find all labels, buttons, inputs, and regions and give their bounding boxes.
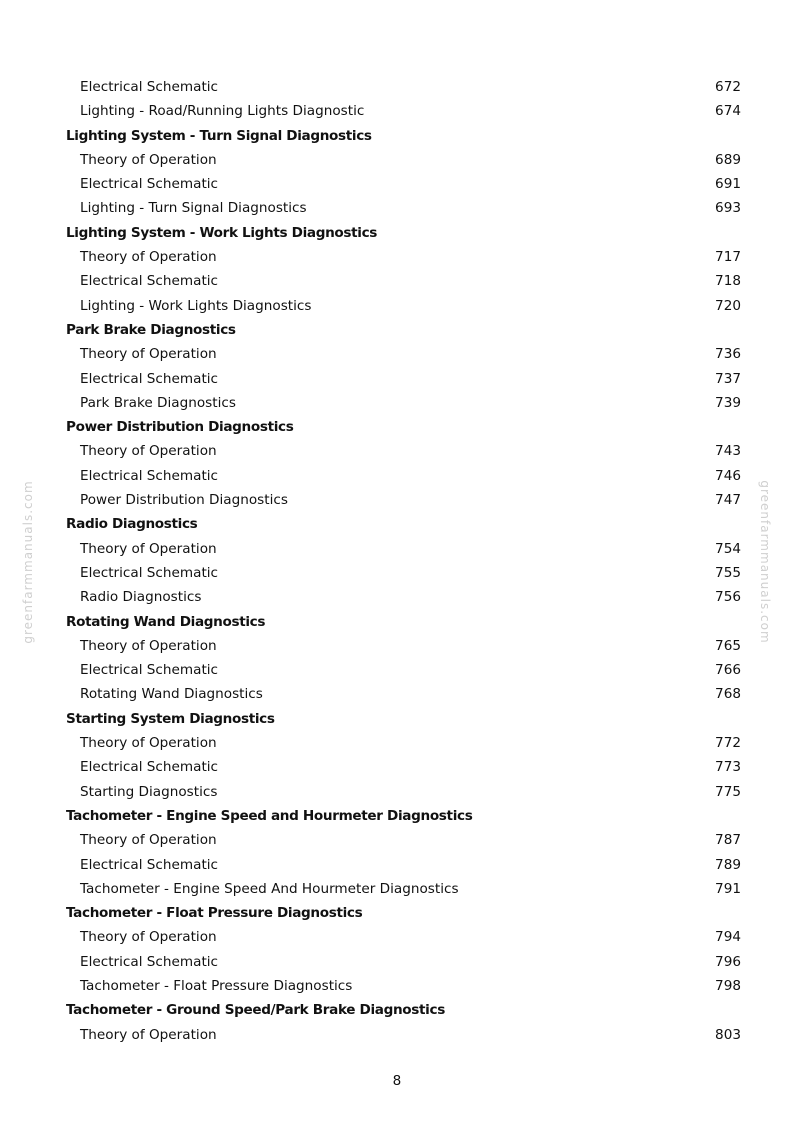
toc-entry[interactable] (0, 342, 794, 366)
toc-entry-title: Electrical Schematic (80, 564, 219, 581)
toc-entry-title: Electrical Schematic (80, 79, 219, 95)
toc-section-title: Park Brake Diagnostics (66, 321, 236, 338)
toc-entry-title: Theory of Operation (80, 540, 217, 557)
toc-page-number: 672 (715, 79, 741, 95)
toc-entry-title: Theory of Operation (80, 637, 217, 654)
toc-entry[interactable] (0, 367, 794, 391)
toc-entry[interactable] (0, 269, 794, 293)
toc-entry-title: Radio Diagnostics (80, 589, 202, 606)
toc-entry[interactable] (0, 294, 794, 318)
toc-section-heading[interactable] (0, 610, 794, 634)
toc-entry-title: Park Brake Diagnostics (80, 394, 236, 411)
toc-entry[interactable] (0, 950, 794, 974)
toc-entry-title: Lighting - Road/Running Lights Diagnostic (80, 103, 365, 120)
toc-section-title: Tachometer - Float Pressure Diagnostics (66, 905, 363, 922)
toc-page-number: 689 (715, 151, 741, 168)
toc-page-number: 787 (715, 832, 741, 849)
toc-page-number: 754 (715, 540, 741, 557)
toc-page-number: 765 (715, 637, 741, 654)
toc-entry[interactable] (0, 877, 794, 901)
toc-entry[interactable] (0, 658, 794, 682)
toc-entry[interactable] (0, 488, 794, 512)
toc-page-number: 773 (715, 759, 741, 776)
toc-section-title: Radio Diagnostics (66, 516, 198, 533)
toc-page-number: 737 (715, 370, 741, 387)
toc-entry-title: Tachometer - Float Pressure Diagnostics (80, 977, 353, 994)
toc-entry[interactable] (0, 780, 794, 804)
toc-entry-title: Electrical Schematic (80, 176, 219, 193)
toc-entry-title: Electrical Schematic (80, 953, 219, 970)
toc-page-number: 717 (715, 249, 741, 266)
toc-entry-title: Electrical Schematic (80, 467, 219, 484)
toc-entry-title: Power Distribution Diagnostics (80, 492, 288, 509)
toc-page-number: 791 (715, 880, 741, 897)
toc-page-number: 755 (715, 564, 741, 581)
table-of-contents (0, 75, 794, 1047)
toc-page-number: 796 (715, 953, 741, 970)
toc-entry[interactable] (0, 99, 794, 123)
toc-entry[interactable] (0, 391, 794, 415)
toc-page-number: 720 (715, 297, 741, 314)
watermark-left: greenfarmmanuals.com (21, 480, 35, 644)
toc-page-number: 794 (715, 929, 741, 946)
toc-section-title: Tachometer - Engine Speed and Hourmeter Diagnostics (66, 807, 473, 824)
toc-page-number: 743 (715, 443, 741, 460)
toc-page-number: 718 (715, 273, 741, 290)
toc-section-heading[interactable] (0, 221, 794, 245)
toc-section-title: Rotating Wand Diagnostics (66, 613, 266, 630)
watermark-right: greenfarmmanuals.com (758, 480, 772, 644)
toc-section-heading[interactable] (0, 415, 794, 439)
toc-entry[interactable] (0, 172, 794, 196)
toc-entry-title: Lighting - Work Lights Diagnostics (80, 297, 312, 314)
toc-page-number: 736 (715, 346, 741, 363)
toc-entry[interactable] (0, 75, 794, 99)
toc-page-number: 798 (715, 977, 741, 994)
toc-entry[interactable] (0, 853, 794, 877)
toc-entry-title: Tachometer - Engine Speed And Hourmeter Diagnostics (80, 880, 459, 897)
toc-entry-title: Starting Diagnostics (80, 783, 218, 800)
page-number: 8 (392, 1073, 402, 1089)
toc-entry-title: Electrical Schematic (80, 856, 219, 873)
toc-page-number: 674 (715, 103, 741, 120)
toc-entry[interactable] (0, 245, 794, 269)
toc-page-number: 756 (715, 589, 741, 606)
toc-entry[interactable] (0, 537, 794, 561)
toc-section-title: Lighting System - Work Lights Diagnostics (66, 224, 378, 241)
toc-page-number: 766 (715, 662, 741, 679)
toc-section-heading[interactable] (0, 318, 794, 342)
toc-page-number: 768 (715, 686, 741, 703)
toc-entry-title: Theory of Operation (80, 929, 217, 946)
toc-entry-title: Rotating Wand Diagnostics (80, 686, 263, 703)
toc-entry[interactable] (0, 439, 794, 463)
toc-entry[interactable] (0, 925, 794, 949)
toc-page-number: 746 (715, 467, 741, 484)
toc-page-number: 739 (715, 394, 741, 411)
toc-entry-title: Theory of Operation (80, 346, 217, 363)
toc-section-heading[interactable] (0, 804, 794, 828)
toc-entry-title: Electrical Schematic (80, 370, 219, 387)
toc-page-number: 693 (715, 200, 741, 217)
toc-entry[interactable] (0, 828, 794, 852)
toc-entry-title: Theory of Operation (80, 735, 217, 752)
toc-entry-title: Electrical Schematic (80, 759, 219, 776)
toc-entry-title: Theory of Operation (80, 832, 217, 849)
toc-entry[interactable] (0, 634, 794, 658)
toc-section-title: Tachometer - Ground Speed/Park Brake Diagnostics (66, 1002, 445, 1019)
toc-entry-title: Lighting - Turn Signal Diagnostics (80, 200, 307, 217)
toc-entry-title: Electrical Schematic (80, 273, 219, 290)
toc-page-number: 747 (715, 492, 741, 509)
toc-section-title: Lighting System - Turn Signal Diagnostics (66, 127, 372, 144)
toc-entry-title: Electrical Schematic (80, 662, 219, 679)
toc-entry[interactable] (0, 731, 794, 755)
toc-entry[interactable] (0, 561, 794, 585)
toc-entry[interactable] (0, 682, 794, 706)
toc-section-title: Power Distribution Diagnostics (66, 419, 294, 436)
toc-entry[interactable] (0, 148, 794, 172)
toc-entry-title: Theory of Operation (80, 151, 217, 168)
toc-section-title: Starting System Diagnostics (66, 710, 275, 727)
toc-entry[interactable] (0, 464, 794, 488)
toc-section-heading[interactable] (0, 707, 794, 731)
toc-page-number: 772 (715, 735, 741, 752)
toc-section-heading[interactable] (0, 512, 794, 536)
toc-page-number: 789 (715, 856, 741, 873)
toc-entry-title: Theory of Operation (80, 249, 217, 266)
toc-section-heading[interactable] (0, 124, 794, 148)
toc-entry-title: Theory of Operation (80, 443, 217, 460)
toc-entry-title: Theory of Operation (80, 1026, 217, 1043)
toc-entry[interactable] (0, 755, 794, 779)
toc-entry[interactable] (0, 196, 794, 220)
toc-section-heading[interactable] (0, 901, 794, 925)
toc-section-heading[interactable] (0, 998, 794, 1022)
toc-entry[interactable] (0, 585, 794, 609)
toc-page-number: 803 (715, 1026, 741, 1043)
toc-page-number: 691 (715, 176, 741, 193)
toc-page-number: 775 (715, 783, 741, 800)
toc-entry[interactable] (0, 1023, 794, 1047)
toc-entry[interactable] (0, 974, 794, 998)
